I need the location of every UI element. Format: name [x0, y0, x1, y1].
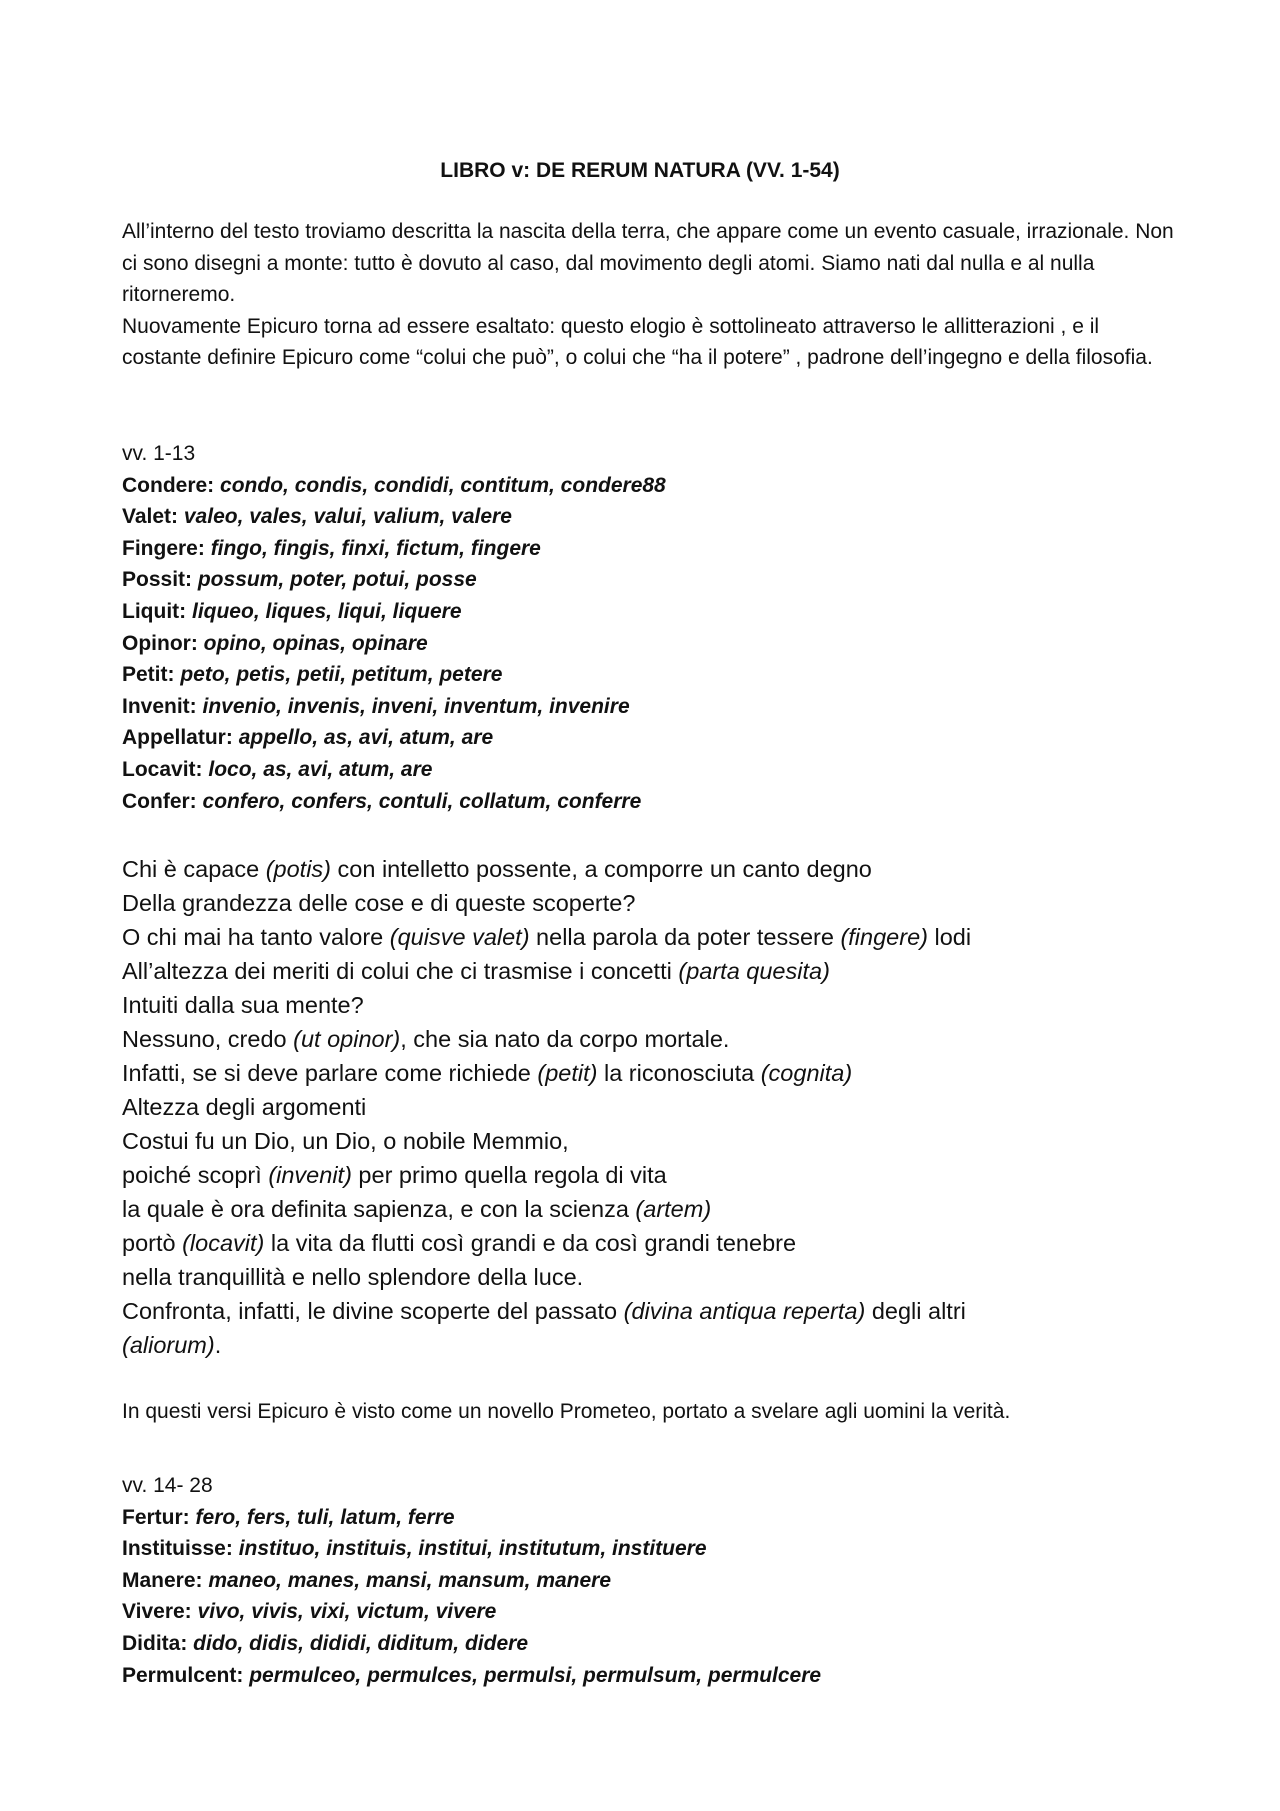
verb-entry: [122, 1533, 1182, 1565]
verb-entry: [122, 722, 1182, 754]
translation-line: [122, 1294, 1182, 1328]
verb-forms: condo, condis, condidi, contitum, condere88: [220, 473, 666, 497]
translation-segment: nella tranquillità e nello splendore della luce.: [122, 1264, 584, 1290]
translation-line: [122, 1192, 1182, 1226]
verb-entry: [122, 691, 1182, 723]
section-label: vv. 1-13: [122, 442, 196, 465]
verb-entry: [122, 786, 1182, 818]
verb-forms: fingo, fingis, finxi, fictum, fingere: [210, 536, 541, 560]
verb-entry: [122, 501, 1182, 533]
latin-term: (potis): [265, 856, 331, 882]
latin-term: (locavit): [182, 1230, 265, 1256]
verb-entry: [122, 470, 1182, 502]
translation-segment: Nessuno, credo: [122, 1026, 294, 1052]
latin-term: (invenit): [268, 1162, 352, 1188]
verb-word: Manere:: [122, 1568, 203, 1592]
latin-term: (aliorum): [122, 1332, 215, 1358]
translation-segment: Intuiti dalla sua mente?: [122, 992, 364, 1018]
verb-entry: [122, 754, 1182, 786]
verb-forms: fero, fers, tuli, latum, ferre: [195, 1505, 455, 1529]
translation-segment: , che sia nato da corpo mortale.: [400, 1026, 730, 1052]
verb-entry: [122, 659, 1182, 691]
latin-term: (artem): [635, 1196, 712, 1222]
verb-word: Vivere:: [122, 1600, 192, 1624]
translation-line: [122, 886, 1182, 920]
latin-term: (parta quesita): [678, 958, 830, 984]
verb-word: Petit:: [122, 663, 175, 687]
verb-word: Fingere:: [122, 536, 205, 560]
translation-segment: la quale è ora definita sapienza, e con la scienza: [122, 1196, 636, 1222]
latin-term: (quisve valet): [389, 924, 530, 950]
verb-forms: peto, petis, petii, petitum, petere: [180, 663, 503, 687]
translation-segment: con intelletto possente, a comporre un canto degno: [331, 856, 872, 882]
translation-segment: la riconosciuta: [597, 1060, 761, 1086]
translation-segment: Della grandezza delle cose e di queste scoperte?: [122, 890, 636, 916]
verb-word: Instituisse:: [122, 1537, 233, 1561]
translation-line: [122, 1022, 1182, 1056]
translation-segment: O chi mai ha tanto valore: [122, 924, 390, 950]
intro-paragraph: All’interno del testo troviamo descritta la nascita della terra, che appare come un evento casuale, irrazionale. Non ci sono disegni a monte: tutto è dovuto al caso, dal movimento degli atomi. Siamo nati dal nulla e al nulla ritorneremo.: [122, 220, 1174, 306]
verb-forms: appello, as, avi, atum, are: [238, 726, 494, 750]
latin-term: (divina antiqua reperta): [623, 1298, 866, 1324]
translation-line: [122, 954, 1182, 988]
translation-line: [122, 852, 1182, 886]
verb-forms: valeo, vales, valui, valium, valere: [183, 505, 512, 529]
verb-list: [122, 470, 1182, 818]
translation-segment: poiché scoprì: [122, 1162, 269, 1188]
latin-term: (ut opinor): [293, 1026, 401, 1052]
verb-forms: loco, as, avi, atum, are: [208, 757, 433, 781]
verb-word: Permulcent:: [122, 1663, 244, 1687]
verb-forms: instituo, instituis, institui, institutum, instituere: [238, 1537, 707, 1561]
translation-line: [122, 1226, 1182, 1260]
translation-segment: per primo quella regola di vita: [351, 1162, 667, 1188]
verb-forms: dido, didis, dididi, diditum, didere: [193, 1631, 528, 1655]
translation-segment: .: [214, 1332, 222, 1358]
verb-forms: permulceo, permulces, permulsi, permulsum, permulcere: [249, 1663, 822, 1687]
verb-forms: opino, opinas, opinare: [203, 631, 428, 655]
verb-forms: maneo, manes, mansi, mansum, manere: [208, 1568, 612, 1592]
verb-forms: vivo, vivis, vixi, victum, vivere: [197, 1600, 497, 1624]
intro-paragraph: Nuovamente Epicuro torna ad essere esaltato: questo elogio è sottolineato attraverso le allitterazioni , e il costante definire Epicuro come “colui che può”, o colui che “ha il potere” , padrone dell’ingegno e della filosofia.: [122, 314, 1153, 369]
verb-word: Invenit:: [122, 694, 197, 718]
verb-word: Valet:: [122, 505, 179, 529]
translation-line: [122, 1260, 1182, 1294]
verb-forms: invenio, invenis, inveni, inventum, invenire: [202, 694, 630, 718]
verb-section-1: [122, 438, 1182, 817]
verb-entry: [122, 564, 1182, 596]
verb-entry: [122, 1628, 1182, 1660]
verb-word: Appellatur:: [122, 726, 233, 750]
translation-segment: portò: [122, 1230, 183, 1256]
verb-forms: liqueo, liques, liqui, liquere: [191, 599, 462, 623]
translation-text: [122, 852, 1182, 1362]
verb-word: Didita:: [122, 1631, 188, 1655]
translation-segment: lodi: [927, 924, 972, 950]
translation-line: [122, 1090, 1182, 1124]
translation-line: [122, 1124, 1182, 1158]
commentary-note: In questi versi Epicuro è visto come un novello Prometeo, portato a svelare agli uomini la verità.: [122, 1400, 1011, 1423]
verb-word: Confer:: [122, 789, 197, 813]
verb-forms: confero, confers, contuli, collatum, conferre: [202, 789, 642, 813]
verb-entry: [122, 628, 1182, 660]
translation-line: [122, 920, 1182, 954]
verb-word: Fertur:: [122, 1505, 190, 1529]
verb-entry: [122, 1660, 1182, 1692]
translation-segment: Costui fu un Dio, un Dio, o nobile Memmio,: [122, 1128, 569, 1154]
translation-segment: Confronta, infatti, le divine scoperte del passato: [122, 1298, 624, 1324]
verb-forms: possum, poter, potui, posse: [197, 568, 477, 592]
verb-entry: [122, 596, 1182, 628]
verb-entry: [122, 1596, 1182, 1628]
translation-segment: degli altri: [865, 1298, 966, 1324]
verb-word: Condere:: [122, 473, 215, 497]
translation-segment: Chi è capace: [122, 856, 266, 882]
translation-line: [122, 1328, 1182, 1362]
intro-text: [122, 216, 1182, 374]
translation-segment: All’altezza dei meriti di colui che ci trasmise i concetti: [122, 958, 679, 984]
translation-line: [122, 1056, 1182, 1090]
verb-list: [122, 1502, 1182, 1692]
verb-entry: [122, 1502, 1182, 1534]
verb-word: Opinor:: [122, 631, 198, 655]
latin-term: (fingere): [840, 924, 928, 950]
verb-entry: [122, 533, 1182, 565]
translation-segment: Altezza degli argomenti: [122, 1094, 367, 1120]
verb-section-2: [122, 1470, 1182, 1691]
section-label: vv. 14- 28: [122, 1474, 213, 1497]
translation-line: [122, 1158, 1182, 1192]
translation-segment: Infatti, se si deve parlare come richiede: [122, 1060, 538, 1086]
latin-term: (petit): [537, 1060, 598, 1086]
translation-line: [122, 988, 1182, 1022]
verb-word: Locavit:: [122, 757, 203, 781]
translation-segment: nella parola da poter tessere: [529, 924, 841, 950]
translation-segment: la vita da flutti così grandi e da così grandi tenebre: [264, 1230, 797, 1256]
verb-word: Liquit:: [122, 599, 187, 623]
verb-entry: [122, 1565, 1182, 1597]
latin-term: (cognita): [760, 1060, 853, 1086]
verb-word: Possit:: [122, 568, 193, 592]
page-title: LIBRO v: DE RERUM NATURA (VV. 1-54): [440, 159, 840, 182]
